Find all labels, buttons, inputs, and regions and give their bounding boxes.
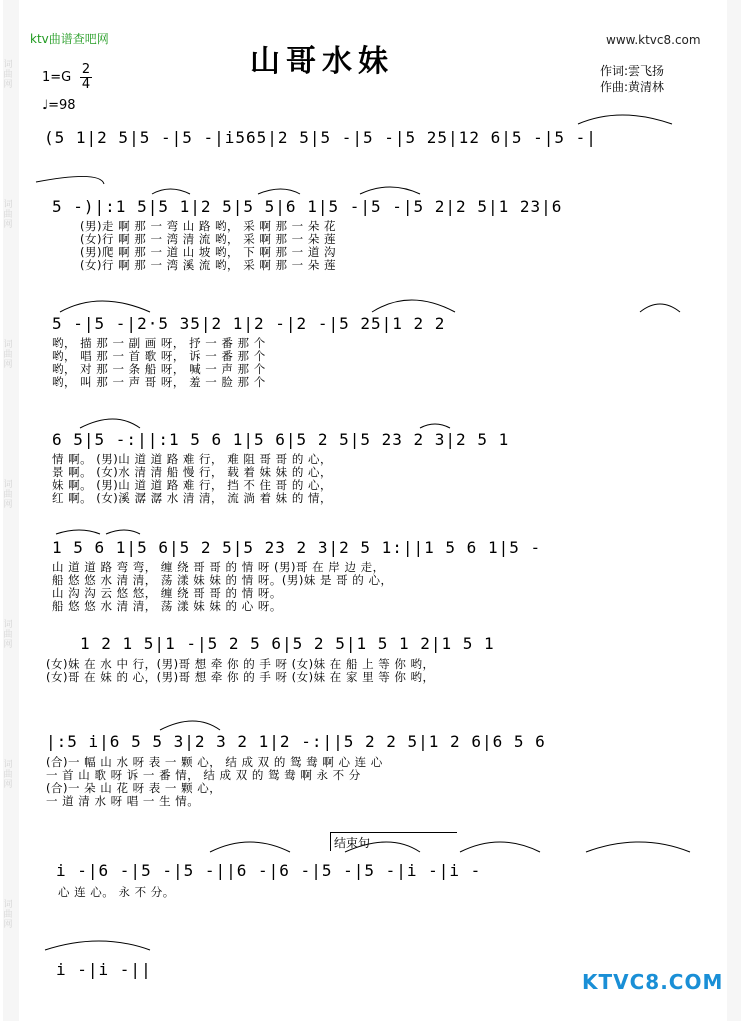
lyric-line: 一 道 清 水 呀 唱 一 生 情。 <box>46 794 200 808</box>
quarter-note-icon: ♩ <box>42 98 49 113</box>
notation-system-9: i -|i -|| <box>56 960 152 979</box>
key-signature: 1=G <box>42 70 72 85</box>
watermark-text: 词 曲 网 <box>3 60 13 90</box>
tempo-value: =98 <box>48 98 76 113</box>
lyric-line: 一 首 山 歌 呀 诉 一 番 情， 结 成 双 的 鸳 鸯 啊 永 不 分 <box>46 768 361 782</box>
lyric-line: (女)行 啊 那 一 湾 清 流 哟， 采 啊 那 一 朵 莲 <box>80 232 336 246</box>
lyric-line: 红 啊。 (女)溪 潺 潺 水 清 清， 流 淌 着 妹 的 情， <box>52 491 332 505</box>
lyric-line: 情 啊。 (男)山 道 道 路 难 行， 难 阻 哥 哥 的 心， <box>52 452 332 466</box>
notation-system-1: (5 1|2 5|5 -|5 -|i565|2 5|5 -|5 -|5 25|12 6|5 -|5 -| <box>44 128 597 147</box>
site-logo: KTVC8.COM <box>582 970 724 994</box>
notation-system-2: 5 -)|:1 5|5 1|2 5|5 5|6 1|5 -|5 -|5 2|2 5|1 23|6 <box>52 197 563 216</box>
lyric-line: 哟， 描 那 一 副 画 呀， 抒 一 番 那 个 <box>52 336 266 350</box>
notation-system-5: 1 5 6 1|5 6|5 2 5|5 23 2 3|2 5 1:||1 5 6 1|5 - <box>52 538 542 557</box>
watermark-text: 词 曲 网 <box>3 900 13 930</box>
time-sig-top: 2 <box>81 62 91 77</box>
watermark-text: 词 曲 网 <box>3 340 13 370</box>
lyric-line: 景 啊。 (女)水 清 清 船 慢 行， 载 着 妹 妹 的 心， <box>52 465 332 479</box>
notation-system-7: |:5 i|6 5 5 3|2 3 2 1|2 -:||5 2 2 5|1 2 6|6 5 6 <box>46 732 546 751</box>
notation-system-4: 6 5|5 -:||:1 5 6 1|5 6|5 2 5|5 23 2 3|2 5 1 <box>52 430 510 449</box>
lyric-line: 心 连 心。 永 不 分。 <box>58 885 175 899</box>
lyric-line: 船 悠 悠 水 清 清， 荡 漾 妹 妹 的 心 呀。 <box>52 599 282 613</box>
lyric-line: 妹 啊。 (男)山 道 道 路 难 行， 挡 不 住 哥 的 心， <box>52 478 332 492</box>
lyricist: 作词:雲飞扬 <box>600 64 665 78</box>
watermark-text: 词 曲 网 <box>3 480 13 510</box>
site-name[interactable]: ktv曲谱查吧网 <box>30 32 109 46</box>
site-url[interactable]: www.ktvc8.com <box>606 33 701 47</box>
watermark-text: 词 曲 网 <box>3 200 13 230</box>
lyric-line: (女)行 啊 那 一 湾 溪 流 哟， 采 啊 那 一 朵 莲 <box>80 258 336 272</box>
notation-system-3: 5 -|5 -|2·5 35|2 1|2 -|2 -|5 25|1 2 2 <box>52 314 446 333</box>
watermark-text: 词 曲 网 <box>3 760 13 790</box>
watermark-text: 词 曲 网 <box>3 620 13 650</box>
composer: 作曲:黄清林 <box>600 80 665 94</box>
lyric-line: (女)妹 在 水 中 行，(男)哥 想 牵 你 的 手 呀 (女)妹 在 船 上 等 你 哟， <box>46 657 435 671</box>
lyric-line: (男)爬 啊 那 一 道 山 坡 哟， 下 啊 那 一 道 沟 <box>80 245 336 259</box>
ending-label: 结束句 <box>334 836 371 850</box>
time-sig-bottom: 4 <box>81 77 91 92</box>
lyric-line: 哟， 对 那 一 条 船 呀， 喊 一 声 那 个 <box>52 362 266 376</box>
lyric-line: (男)走 啊 那 一 弯 山 路 哟， 采 啊 那 一 朵 花 <box>80 219 336 233</box>
song-title: 山哥水妹 <box>250 44 394 79</box>
lyric-line: (合)一 朵 山 花 呀 表 一 颗 心， <box>46 781 222 795</box>
lyric-line: 船 悠 悠 水 清 清， 荡 漾 妹 妹 的 情 呀。(男)妹 是 哥 的 心， <box>52 573 393 587</box>
lyric-line: 山 沟 沟 云 悠 悠， 缠 绕 哥 哥 的 情 呀。 <box>52 586 282 600</box>
lyric-line: 山 道 道 路 弯 弯， 缠 绕 哥 哥 的 情 呀 (男)哥 在 岸 边 走， <box>52 560 385 574</box>
lyric-line: 哟， 叫 那 一 声 哥 呀， 羞 一 脸 那 个 <box>52 375 266 389</box>
lyric-line: (合)一 幅 山 水 呀 表 一 颗 心， 结 成 双 的 鸳 鸯 啊 心 连 心 <box>46 755 383 769</box>
notation-system-8: i -|6 -|5 -|5 -||6 -|6 -|5 -|5 -|i -|i - <box>56 861 482 880</box>
notation-system-6: 1 2 1 5|1 -|5 2 5 6|5 2 5|1 5 1 2|1 5 1 <box>80 634 495 653</box>
lyric-line: 哟， 唱 那 一 首 歌 呀， 诉 一 番 那 个 <box>52 349 266 363</box>
lyric-line: (女)哥 在 妹 的 心，(男)哥 想 牵 你 的 手 呀 (女)妹 在 家 里 等 你 哟， <box>46 670 435 684</box>
